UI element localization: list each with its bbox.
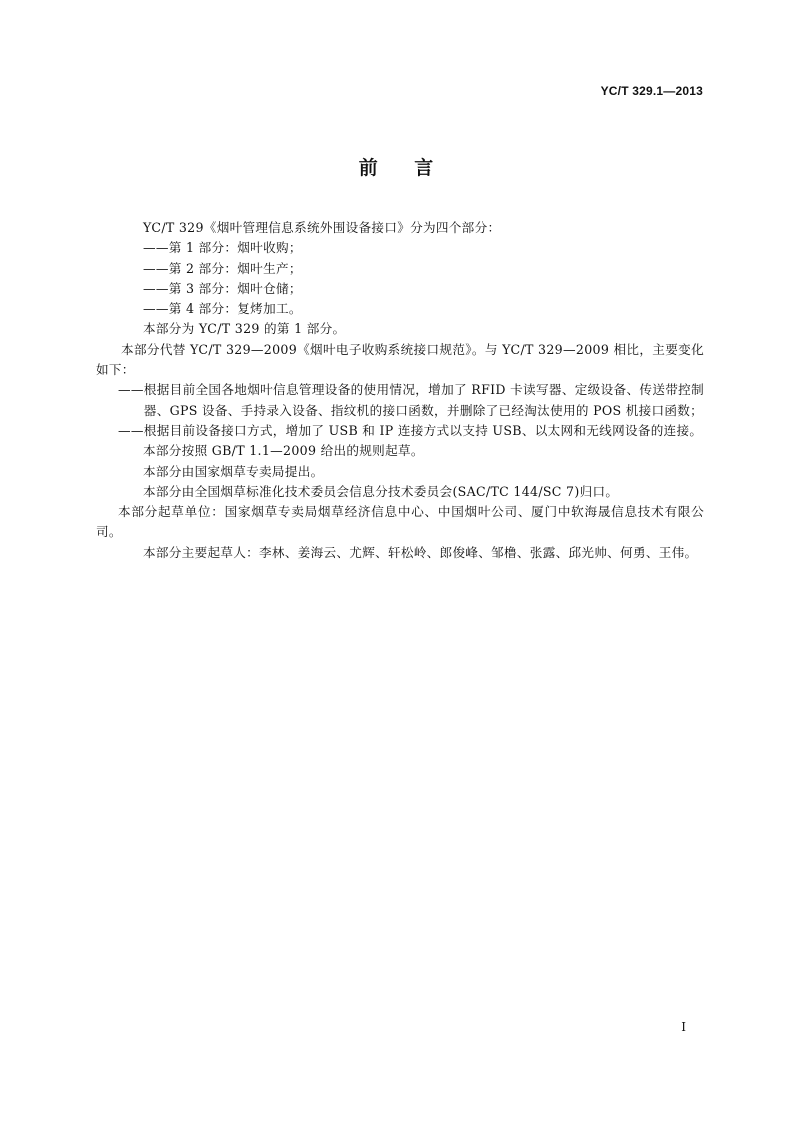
change-item-1 — [118, 380, 704, 421]
intro-paragraph: YC/T 329《烟叶管理信息系统外围设备接口》分为四个部分： — [143, 220, 501, 235]
centralized-by-paragraph: 本部分由全国烟草标准化技术委员会信息分技术委员会(SAC/TC 144/SC 7)归口。 — [143, 483, 619, 499]
drafting-units-paragraph: 本部分起草单位：国家烟草专卖局烟草经济信息中心、中国烟叶公司、厦门中软海晟信息技术有限公司。 — [96, 504, 704, 540]
change-item-2-dash: —— — [118, 422, 144, 438]
this-part-paragraph: 本部分为 YC/T 329 的第 1 部分。 — [143, 321, 346, 337]
replaces-paragraph: 本部分代替 YC/T 329—2009《烟叶电子收购系统接口规范》。与 YC/T 329—2009 相比，主要变化如下： — [96, 341, 704, 378]
drafters-paragraph: 本部分主要起草人：李林、姜海云、尤辉、轩松岭、郎俊峰、邹橹、张露、邱光帅、何勇、王伟。 — [143, 544, 698, 560]
page-title: 前 言 — [358, 157, 436, 179]
part-item-2: ——第 2 部分：烟叶生产； — [143, 260, 302, 276]
standard-code: YC/T 329.1—2013 — [600, 84, 703, 98]
drafting-rule-paragraph: 本部分按照 GB/T 1.1—2009 给出的规则起草。 — [143, 443, 424, 459]
foreword-body — [96, 218, 704, 563]
part-item-4: ——第 4 部分：复烤加工。 — [143, 301, 302, 317]
change-item-2-text: 根据目前设备接口方式，增加了 USB 和 IP 连接方式以支持 USB、以太网和无线网设备的连接。 — [143, 422, 703, 438]
part-item-3: ——第 3 部分：烟叶仓储； — [143, 280, 302, 296]
part-item-1: ——第 1 部分：烟叶收购； — [143, 240, 302, 256]
proposed-by-paragraph: 本部分由国家烟草专卖局提出。 — [143, 463, 324, 479]
change-item-1-dash: —— — [118, 382, 144, 398]
change-item-1-text: 根据目前全国各地烟叶信息管理设备的使用情况，增加了 RFID 卡读写器、定级设备、传送带控制器、GPS 设备、手持录入设备、指纹机的接口函数，并删除了已经淘汰使用的 POS 机接口函数； — [143, 382, 704, 418]
page-number: I — [681, 1020, 686, 1034]
change-item-2 — [118, 421, 704, 441]
